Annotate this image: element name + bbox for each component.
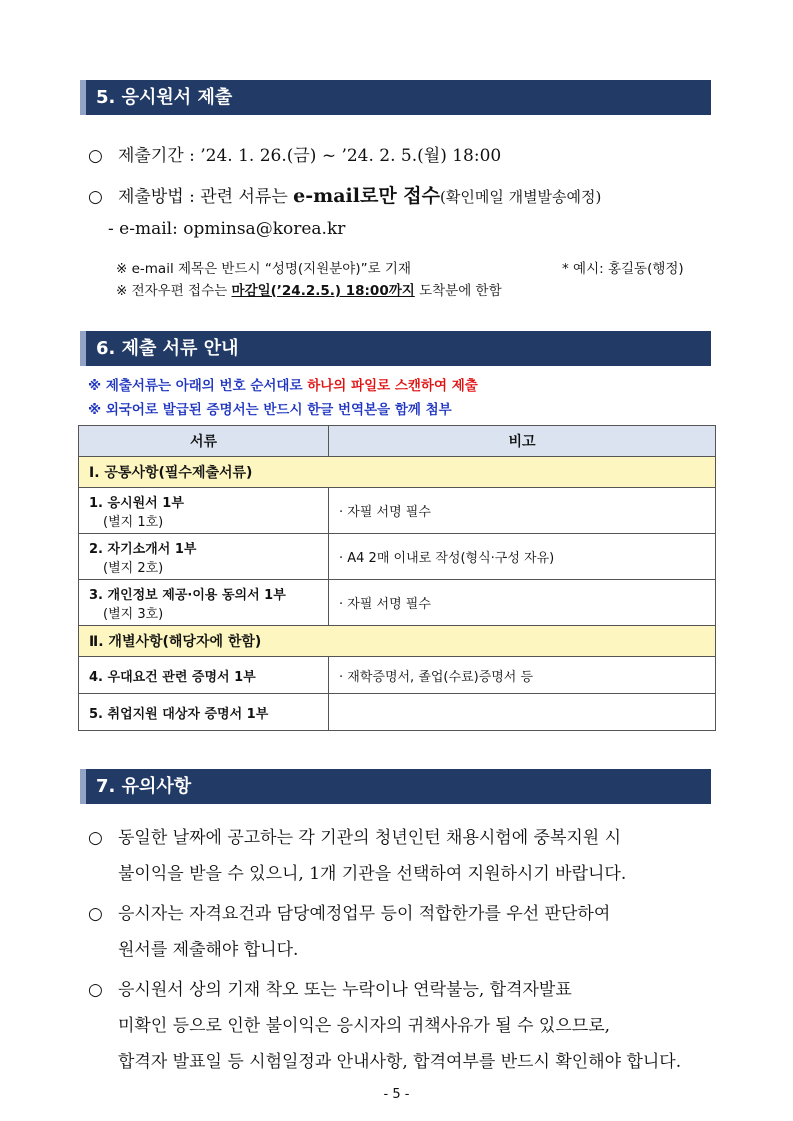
doc-form: (별지 3호) bbox=[103, 606, 164, 622]
section-7-title: 7. 유의사항 bbox=[96, 776, 192, 797]
table-row bbox=[79, 657, 716, 694]
notice-scan-order bbox=[88, 374, 478, 394]
bullet-icon: ○ bbox=[88, 146, 103, 166]
period-line bbox=[88, 141, 501, 166]
doc-cell bbox=[79, 657, 329, 694]
caution-1-line-2: 불이익을 받을 수 있으니, 1개 기관을 선택하여 지원하시기 바랍니다. bbox=[118, 864, 627, 884]
notice-translation: ※ 외국어로 발급된 증명서는 반드시 한글 번역본을 함께 첨부 bbox=[88, 402, 452, 418]
note-cell: · A4 2매 이내로 작성(형식·구성 자유) bbox=[329, 534, 716, 580]
method-prefix: 제출방법 : 관련 서류는 bbox=[118, 187, 294, 207]
column-header-docs: 서류 bbox=[79, 426, 329, 457]
section-5-header bbox=[80, 80, 711, 115]
note-cell: · 자필 서명 필수 bbox=[329, 580, 716, 626]
note-email-subject: ※ e-mail 제목은 반드시 “성명(지원분야)”로 기재 bbox=[116, 261, 412, 277]
section-6-header bbox=[80, 331, 711, 366]
section-5-title: 5. 응시원서 제출 bbox=[96, 87, 233, 108]
doc-cell bbox=[79, 694, 329, 731]
note-deadline bbox=[116, 279, 502, 299]
bullet-icon: ○ bbox=[88, 980, 103, 1000]
note-cell: · 자필 서명 필수 bbox=[329, 488, 716, 534]
section-6-title: 6. 제출 서류 안내 bbox=[96, 338, 239, 359]
caution-3-line-2: 미확인 등으로 인한 불이익은 응시자의 귀책사유가 될 수 있으므로, bbox=[118, 1016, 611, 1036]
bullet-icon: ○ bbox=[88, 904, 103, 924]
doc-name: 4. 우대요건 관련 증명서 1부 bbox=[89, 669, 256, 685]
method-line bbox=[88, 181, 601, 208]
note-deadline-suffix: 도착분에 한함 bbox=[414, 283, 502, 299]
note-example: * 예시: 홍길동(행정) bbox=[562, 261, 684, 277]
notice-scan-red: 하나의 파일로 스캔하여 제출 bbox=[307, 378, 478, 394]
doc-name: 2. 자기소개서 1부 bbox=[89, 541, 197, 557]
bullet-icon: ○ bbox=[88, 828, 103, 848]
method-suffix: (확인메일 개별발송예정) bbox=[440, 188, 602, 206]
caution-1 bbox=[88, 820, 626, 892]
deadline-underlined: 마감일(’24.2.5.) 18:00까지 bbox=[231, 283, 415, 299]
doc-cell bbox=[79, 580, 329, 626]
caution-3-line-3: 합격자 발표일 등 시험일정과 안내사항, 합격여부를 반드시 확인해야 합니다. bbox=[118, 1052, 682, 1072]
table-row bbox=[79, 534, 716, 580]
table-row bbox=[79, 580, 716, 626]
category-row-individual bbox=[79, 626, 716, 657]
notice-scan-prefix: ※ 제출서류는 아래의 번호 순서대로 bbox=[88, 378, 308, 394]
section-7-header bbox=[80, 769, 711, 804]
table-header-row bbox=[79, 426, 716, 457]
table-row bbox=[79, 694, 716, 731]
note-cell bbox=[329, 694, 716, 731]
method-bold: e-mail로만 접수 bbox=[293, 185, 440, 207]
doc-form: (별지 2호) bbox=[103, 560, 164, 576]
doc-cell bbox=[79, 534, 329, 580]
category-label: Ⅱ. 개별사항(해당자에 한함) bbox=[79, 626, 716, 657]
bullet-icon: ○ bbox=[88, 187, 103, 207]
note-cell: · 재학증명서, 졸업(수료)증명서 등 bbox=[329, 657, 716, 694]
caution-2-line-2: 원서를 제출해야 합니다. bbox=[118, 940, 299, 960]
caution-3 bbox=[88, 972, 681, 1080]
email-line: - e-mail: opminsa@korea.kr bbox=[108, 219, 346, 239]
doc-cell bbox=[79, 488, 329, 534]
caution-3-line-1: 응시원서 상의 기재 착오 또는 누락이나 연락불능, 합격자발표 bbox=[118, 980, 572, 1000]
category-row-common bbox=[79, 457, 716, 488]
caution-1-line-1: 동일한 날짜에 공고하는 각 기관의 청년인턴 채용시험에 중복지원 시 bbox=[118, 828, 622, 848]
doc-form: (별지 1호) bbox=[103, 514, 164, 530]
doc-name: 3. 개인정보 제공·이용 동의서 1부 bbox=[89, 587, 286, 603]
doc-name: 5. 취업지원 대상자 증명서 1부 bbox=[89, 706, 269, 722]
submission-period: 제출기간 : ’24. 1. 26.(금) ~ ’24. 2. 5.(월) 18:00 bbox=[118, 146, 502, 166]
documents-table bbox=[78, 425, 716, 731]
note-deadline-prefix: ※ 전자우편 접수는 bbox=[116, 283, 232, 299]
category-label: Ⅰ. 공통사항(필수제출서류) bbox=[79, 457, 716, 488]
caution-2 bbox=[88, 896, 610, 968]
doc-name: 1. 응시원서 1부 bbox=[89, 495, 184, 511]
column-header-notes: 비고 bbox=[329, 426, 716, 457]
page-number: - 5 - bbox=[383, 1087, 410, 1102]
table-row bbox=[79, 488, 716, 534]
caution-2-line-1: 응시자는 자격요건과 담당예정업무 등이 적합한가를 우선 판단하여 bbox=[118, 904, 611, 924]
